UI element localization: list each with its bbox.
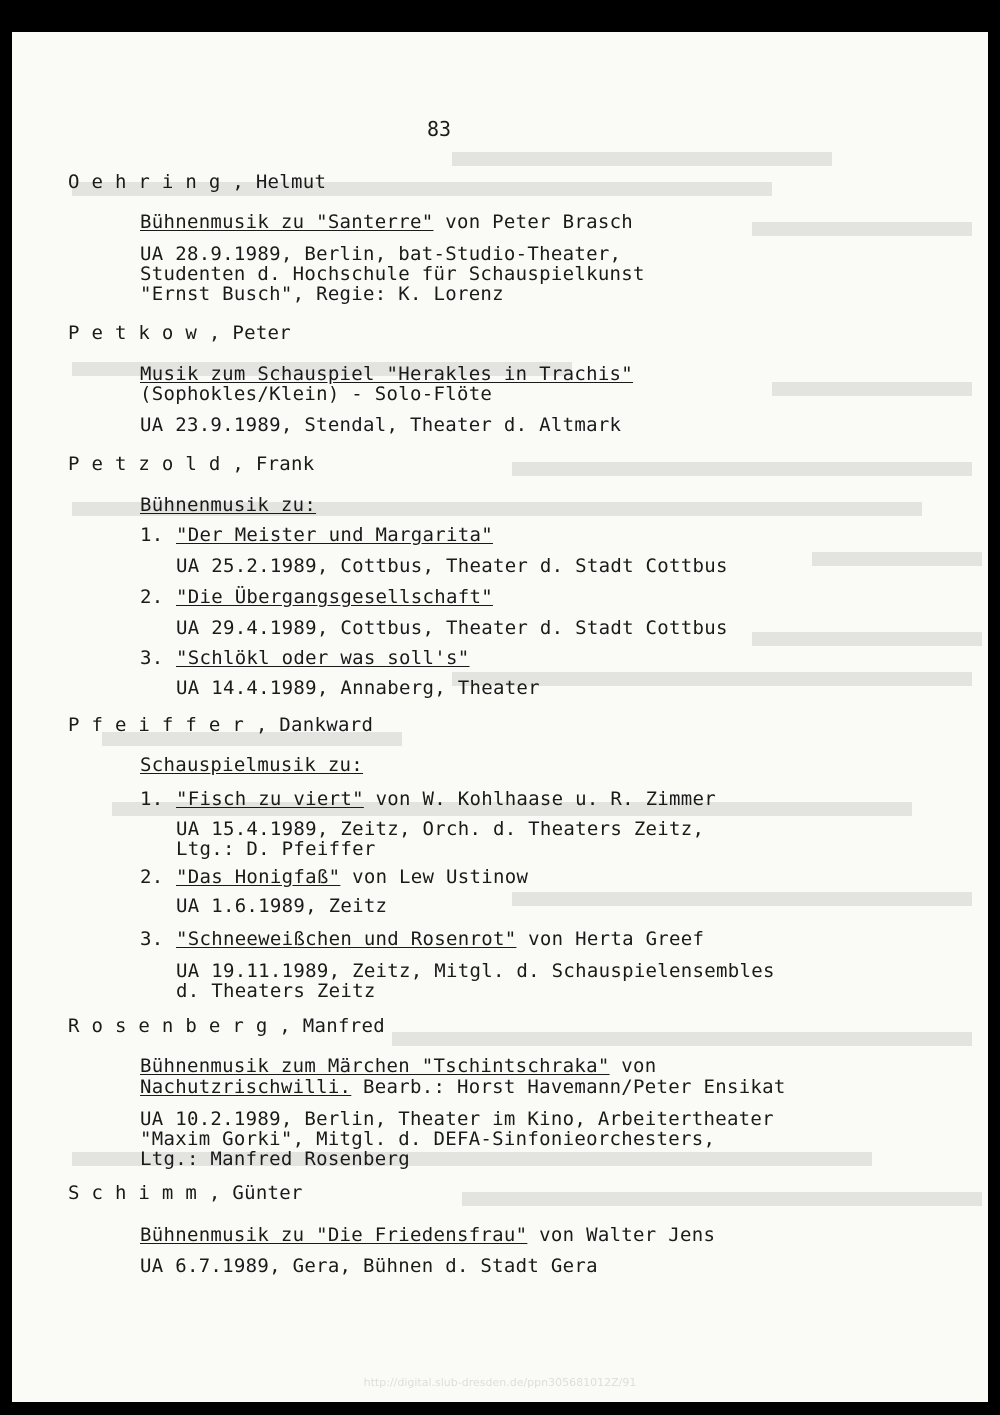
- page-number: 83: [427, 117, 452, 141]
- bleed-through-mark: [752, 222, 972, 236]
- work-title: Bühnenmusik zu "Die Friedensfrau": [140, 1224, 528, 1246]
- work-title-line: [176, 929, 704, 950]
- bleed-through-mark: [462, 1192, 982, 1206]
- detail-line: [176, 556, 728, 577]
- composer-name: S c h i m m , Günter: [68, 1182, 303, 1204]
- line-text: von W. Kohlhaase u. R. Zimmer: [363, 788, 716, 810]
- detail-line: [176, 961, 775, 982]
- work-title-line: [140, 1225, 715, 1246]
- bleed-through-mark: [772, 382, 972, 396]
- list-number: 3.: [140, 647, 164, 669]
- line-text: UA 6.7.1989, Gera, Bühnen d. Stadt Gera: [140, 1255, 598, 1277]
- list-number: 1.: [140, 524, 164, 546]
- line-text: UA 19.11.1989, Zeitz, Mitgl. d. Schauspielensembles: [176, 960, 775, 982]
- work-title: "Schlökl oder was soll's": [176, 647, 470, 669]
- detail-line: [140, 384, 492, 405]
- detail-line: [140, 415, 621, 436]
- detail-line: [140, 1109, 774, 1130]
- work-title: Bühnenmusik zu "Santerre": [140, 211, 434, 233]
- line-text: UA 28.9.1989, Berlin, bat-Studio-Theater,: [140, 243, 622, 265]
- composer-name: P e t z o l d , Frank: [68, 453, 315, 475]
- work-title: "Schneeweißchen und Rosenrot": [176, 928, 517, 950]
- document-page: [12, 32, 988, 1402]
- line-text: UA 15.4.1989, Zeitz, Orch. d. Theaters Zeitz,: [176, 818, 705, 840]
- work-title-line: [140, 755, 363, 776]
- line-text: UA 14.4.1989, Annaberg, Theater: [176, 677, 540, 699]
- work-title-line: [140, 364, 633, 385]
- line-text: von Walter Jens: [527, 1224, 716, 1246]
- list-number: 2.: [140, 866, 164, 888]
- work-title-line: [176, 525, 493, 546]
- line-text: Studenten d. Hochschule für Schauspielkunst: [140, 263, 645, 285]
- line-text: von Herta Greef: [516, 928, 705, 950]
- work-title-line: [140, 212, 633, 233]
- detail-line: [140, 1129, 715, 1150]
- bleed-through-mark: [392, 1032, 972, 1046]
- work-title: Musik zum Schauspiel "Herakles in Trachis": [140, 363, 634, 385]
- work-title-line: [140, 1077, 786, 1098]
- line-text: d. Theaters Zeitz: [176, 980, 376, 1002]
- source-url: http://digital.slub-dresden.de/ppn305681012Z/91: [363, 1376, 637, 1389]
- work-title: "Fisch zu viert": [176, 788, 364, 810]
- bleed-through-mark: [452, 152, 832, 166]
- line-text: (Sophokles/Klein) - Solo-Flöte: [140, 383, 493, 405]
- detail-line: [176, 981, 376, 1002]
- composer-name: R o s e n b e r g , Manfred: [68, 1015, 385, 1037]
- line-text: von: [609, 1055, 657, 1077]
- line-text: "Maxim Gorki", Mitgl. d. DEFA-Sinfonieorchesters,: [140, 1128, 716, 1150]
- work-title-line: [140, 495, 316, 516]
- line-text: UA 29.4.1989, Cottbus, Theater d. Stadt Cottbus: [176, 617, 728, 639]
- composer-name: O e h r i n g , Helmut: [68, 171, 327, 193]
- work-title: "Die Übergangsgesellschaft": [176, 586, 493, 608]
- work-title-line: [176, 587, 493, 608]
- detail-line: [140, 264, 645, 285]
- line-text: von Lew Ustinow: [340, 866, 529, 888]
- bleed-through-mark: [512, 892, 972, 906]
- detail-line: [176, 839, 376, 860]
- work-title: Nachutzrischwilli.: [140, 1076, 352, 1098]
- work-title: "Das Honigfaß": [176, 866, 341, 888]
- work-title-line: [176, 867, 528, 888]
- detail-line: [176, 678, 540, 699]
- work-title-line: [140, 1056, 657, 1077]
- detail-line: [176, 896, 387, 917]
- work-title-line: [176, 789, 716, 810]
- composer-name: P e t k o w , Peter: [68, 322, 292, 344]
- work-title: Bühnenmusik zu:: [140, 494, 317, 516]
- work-title: Bühnenmusik zum Märchen "Tschintschraka": [140, 1055, 610, 1077]
- line-text: Bearb.: Horst Havemann/Peter Ensikat: [351, 1076, 786, 1098]
- list-number: 3.: [140, 928, 164, 950]
- line-text: UA 10.2.1989, Berlin, Theater im Kino, Arbeitertheater: [140, 1108, 774, 1130]
- line-text: UA 1.6.1989, Zeitz: [176, 895, 388, 917]
- detail-line: [176, 819, 704, 840]
- list-number: 1.: [140, 788, 164, 810]
- detail-line: [140, 284, 504, 305]
- work-title: Schauspielmusik zu:: [140, 754, 364, 776]
- work-title: "Der Meister und Margarita": [176, 524, 493, 546]
- bleed-through-mark: [752, 632, 982, 646]
- list-number: 2.: [140, 586, 164, 608]
- line-text: von Peter Brasch: [433, 211, 634, 233]
- detail-line: [140, 1256, 598, 1277]
- bleed-through-mark: [512, 462, 972, 476]
- line-text: UA 23.9.1989, Stendal, Theater d. Altmark: [140, 414, 622, 436]
- line-text: Ltg.: Manfred Rosenberg: [140, 1148, 410, 1170]
- line-text: Ltg.: D. Pfeiffer: [176, 838, 376, 860]
- line-text: "Ernst Busch", Regie: K. Lorenz: [140, 283, 504, 305]
- detail-line: [140, 244, 621, 265]
- composer-name: P f e i f f e r , Dankward: [68, 714, 374, 736]
- bleed-through-mark: [812, 552, 982, 566]
- detail-line: [176, 618, 728, 639]
- detail-line: [140, 1149, 410, 1170]
- work-title-line: [176, 648, 469, 669]
- line-text: UA 25.2.1989, Cottbus, Theater d. Stadt Cottbus: [176, 555, 728, 577]
